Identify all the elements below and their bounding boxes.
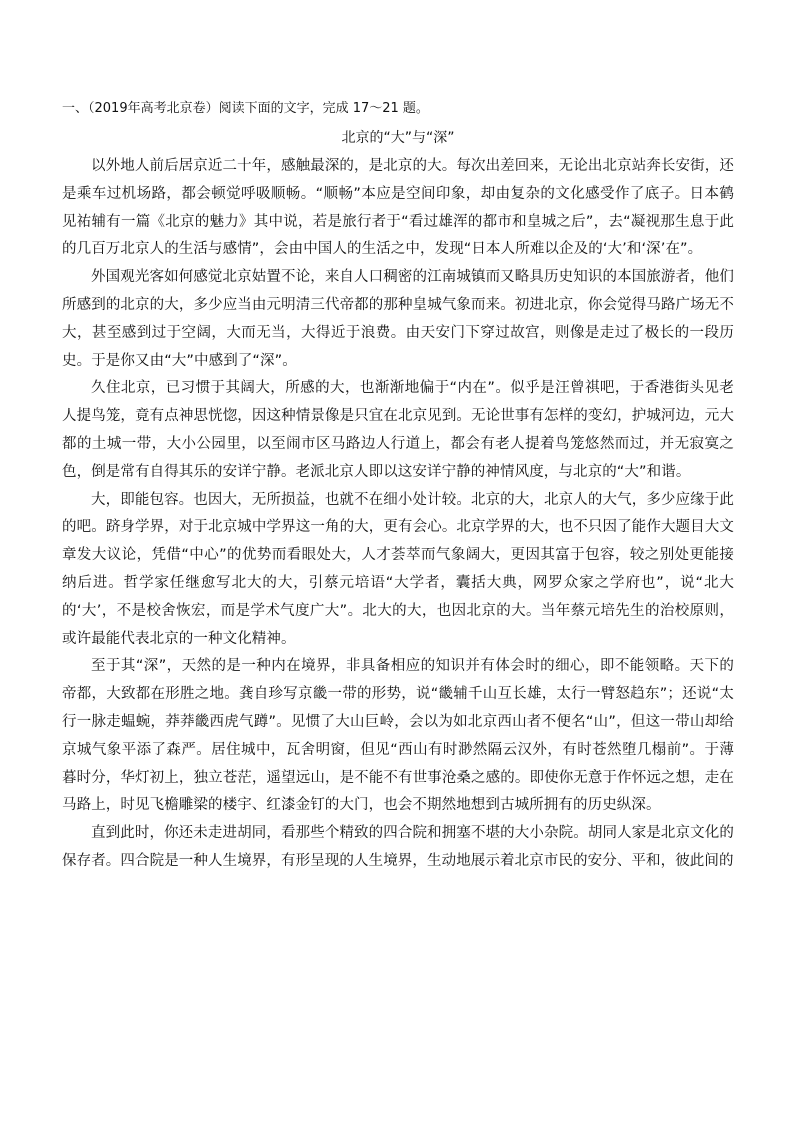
paragraph-3: 久住北京，已习惯于其阔大，所感的大，也渐渐地偏于“内在”。似乎是汪曾祺吧，于香港街头见老人提鸟笼，竟有点神思恍惚，因这种情景像是只宜在北京见到。无论世事有怎样的变幻，护城河边，元大都的土城一带，大小公园里，以至闹市区马路边人行道上，都会有老人提着鸟笼悠然而过，并无寂寞之色，倒是常有自得其乐的安详宁静。老派北京人即以这安详宁静的神情风度，与北京的“大”和谐。 [62, 380, 734, 480]
paragraph-2: 外国观光客如何感觉北京姑置不论，来自人口稠密的江南城镇而又略具历史知识的本国旅游者，他们所感到的北京的大，多少应当由元明清三代帝都的那种皇城气象而来。初进北京，你会觉得马路广场无不大，甚至感到过于空阔，大而无当，大得近于浪费。由天安门下穿过故宫，则像是走过了极长的一段历史。于是你又由“大”中感到了“深”。 [62, 269, 734, 369]
paragraph-1: 以外地人前后居京近二十年，感触最深的，是北京的大。每次出差回来，无论出北京站奔长安街，还是乘车过机场路，都会顿觉呼吸顺畅。“顺畅”本应是空间印象，却由复杂的文化感受作了底子。日本鹤见祐辅有一篇《北京的魅力》其中说，若是旅行者于“看过雄浑的都市和皇城之后”，去“凝视那生息于此的几百万北京人的生活与感情”，会由中国人的生活之中，发现“日本人所难以企及的‘大’和‘深’在”。 [62, 158, 734, 258]
paragraph-6: 直到此时，你还未走进胡同，看那些个精致的四合院和拥塞不堪的大小杂院。胡同人家是北京文化的保存者。四合院是一种人生境界，有形呈现的人生境界，生动地展示着北京市民的安分、平和，彼此间的 [62, 825, 734, 869]
article-title: 北京的“大”与“深” [341, 130, 455, 146]
document-content [62, 99, 734, 876]
paragraph-5: 至于其“深”，天然的是一种内在境界，非具备相应的知识并有体会时的细心，即不能领略。天下的帝都，大致都在形胜之地。龚自珍写京畿一带的形势，说“畿辅千山互长雄，太行一臂怒趋东”；还说“太行一脉走蝹蜿，莽莽畿西虎气蹲”。见惯了大山巨岭，会以为如北京西山者不便名“山”，但这一带山却给京城气象平添了森严。居住城中，瓦舍明窗，但见“西山有时渺然隔云汉外，有时苍然堕几榻前”。于薄暮时分，华灯初上，独立苍茫，遥望远山，是不能不有世事沧桑之感的。即使你无意于作怀远之想，走在马路上，时见飞檐雕梁的楼宇、红漆金钉的大门，也会不期然地想到古城所拥有的历史纵深。 [62, 658, 734, 814]
question-header: 一、（2019年高考北京卷）阅读下面的文字，完成 17～21 题。 [62, 101, 429, 116]
paragraph-4: 大，即能包容。也因大，无所损益，也就不在细小处计较。北京的大，北京人的大气，多少应缘于此的吧。跻身学界，对于北京城中学界这一角的大，更有会心。北京学界的大，也不只因了能作大题目大文章发大议论，凭借“中心”的优势而看眼处大，人才荟萃而气象阔大，更因其富于包容，较之别处更能接纳后进。哲学家任继愈写北大的大，引蔡元培语“大学者，囊括大典，网罗众家之学府也”，说“北大的‘大’，不是校舍恢宏，而是学术气度广大”。北大的大，也因北京的大。当年蔡元培先生的治校原则，或许最能代表北京的一种文化精神。 [62, 491, 734, 647]
